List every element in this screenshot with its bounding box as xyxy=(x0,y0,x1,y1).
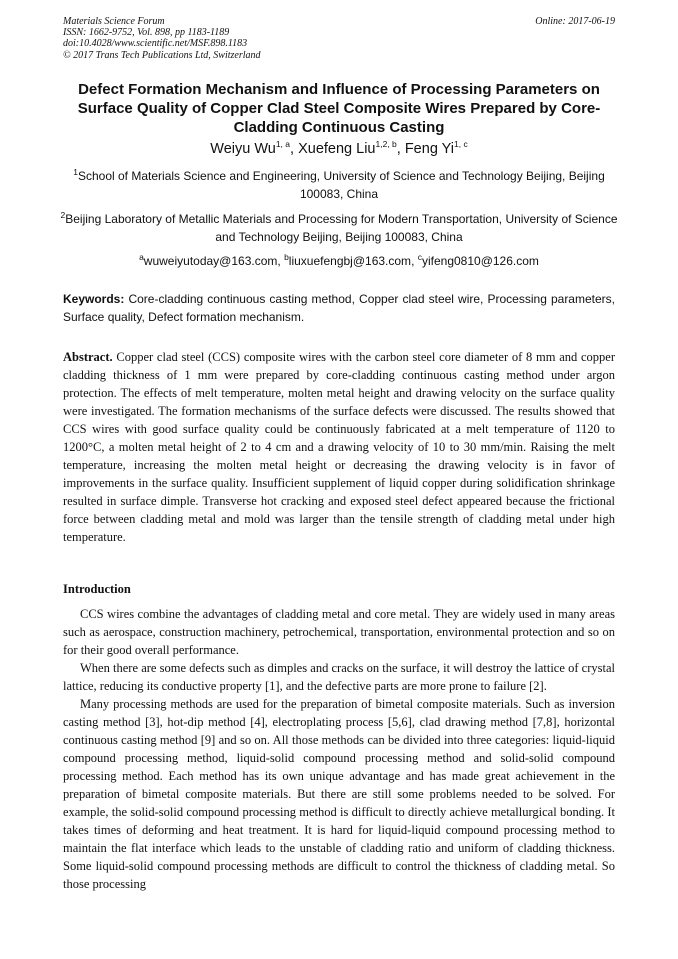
paragraph: CCS wires combine the advantages of cladding metal and core metal. They are widely used in many areas such as aerospace, construction machinery, petrochemical, transportation, environmental protection and so on for their good overall performance. xyxy=(63,607,615,657)
author: Weiyu Wu$^{1, a}$, xyxy=(210,139,299,157)
author: Feng Yi$^{1, c}$ xyxy=(404,139,468,157)
copyright-line: © 2017 Trans Tech Publications Ltd, Switzerland xyxy=(63,49,261,61)
keywords-label: Keywords: xyxy=(63,292,125,306)
keywords-text: Core-cladding continuous casting method, Copper clad steel wire, Processing parameters, Surface quality, Defect formation mechanism. xyxy=(63,292,615,324)
abstract-text: Copper clad steel (CCS) composite wires with the carbon steel core diameter of 8 mm and copper cladding thickness of 1 mm were prepared by core-cladding continuous casting method under argon protection. The effects of melt temperature, molten metal height and drawing velocity on the surface quality were investigated. The formation mechanisms of the surface defects were discussed. The results showed that CCS wires with good surface quality could be continuously fabricated at a melt temperature of 1120 to 1200°C, a molten metal height of 2 to 4 cm and a drawing velocity of 10 to 30 mm/min. Raising the melt temperature, increasing the molten metal height or decreasing the drawing velocity is in favor of improvements in the surface quality. Insufficient supplement of liquid copper during solidification shrinkage resulted in surface dimple. Transverse hot cracking and exposed steel defect appeared because the frictional force between cladding metal and mold was larger than the tensile strength of cladding metal under high temperature. xyxy=(63,350,615,544)
affiliation-1: $^1$School of Materials Science and Engineering, University of Science and Technology Beijing, Beijing 100083, China xyxy=(73,167,605,201)
issn-line: ISSN: 1662-9752, Vol. 898, pp 1183-1189 xyxy=(63,27,230,39)
email: $^a$wuweiyutoday@163.com, xyxy=(139,252,285,268)
email: $^c$yifeng0810@126.com xyxy=(417,252,539,268)
journal-header xyxy=(63,16,261,61)
online-date: Online: 2017-06-19 xyxy=(535,16,615,27)
email: $^b$liuxuefengbj@163.com, xyxy=(284,252,418,268)
journal-name: Materials Science Forum xyxy=(63,16,165,27)
email-list xyxy=(0,252,678,270)
section-heading-introduction: Introduction xyxy=(63,582,131,596)
paragraph: Many processing methods are used for the preparation of bimetal composite materials. Such as inversion casting method [3], hot-dip method [4], electroplating process [5,6], clad drawing method [7,8], horizontal continuous casting method [9] and so on. All those methods can be divided into three categories: liquid-liquid compound processing method, liquid-solid compound processing method and solid-solid compound processing method. Each method has its own unique advantage and has made great achievement in the preparation of bimetal composite materials. But there are still some problems needed to be solved. For example, the solid-solid compound processing method is difficult to directly achieve metallurgical bonding. It takes times of deforming and heat treatment. It is hard for liquid-liquid compound processing method to maintain the flat interface which leads to the unstable of cladding ratio and uniform of cladding thickness. Some liquid-solid compound processing methods are difficult to control the thickness of cladding metal. So those processing xyxy=(63,697,615,891)
abstract-label: Abstract. xyxy=(63,350,113,364)
author-list xyxy=(0,139,678,159)
affiliation-2: $^2$Beijing Laboratory of Metallic Materials and Processing for Modern Transportation, University of Science and Technology Beijing, Beijing 100083, China xyxy=(60,210,618,244)
paper-title: Defect Formation Mechanism and Influence of Processing Parameters on Surface Quality of Copper Clad Steel Composite Wires Prepared by Core-Cladding Continuous Casting xyxy=(77,81,601,136)
doi-line: doi:10.4028/www.scientific.net/MSF.898.1183 xyxy=(63,38,248,50)
author: Xuefeng Liu$^{1,2, b}$, xyxy=(298,139,405,157)
paragraph: When there are some defects such as dimples and cracks on the surface, it will destroy the lattice of crystal lattice, reducing its conductive property [1], and the defective parts are more prone to failure [2]. xyxy=(63,661,615,693)
introduction-body xyxy=(63,605,615,893)
abstract xyxy=(63,348,615,546)
keywords xyxy=(63,290,615,326)
